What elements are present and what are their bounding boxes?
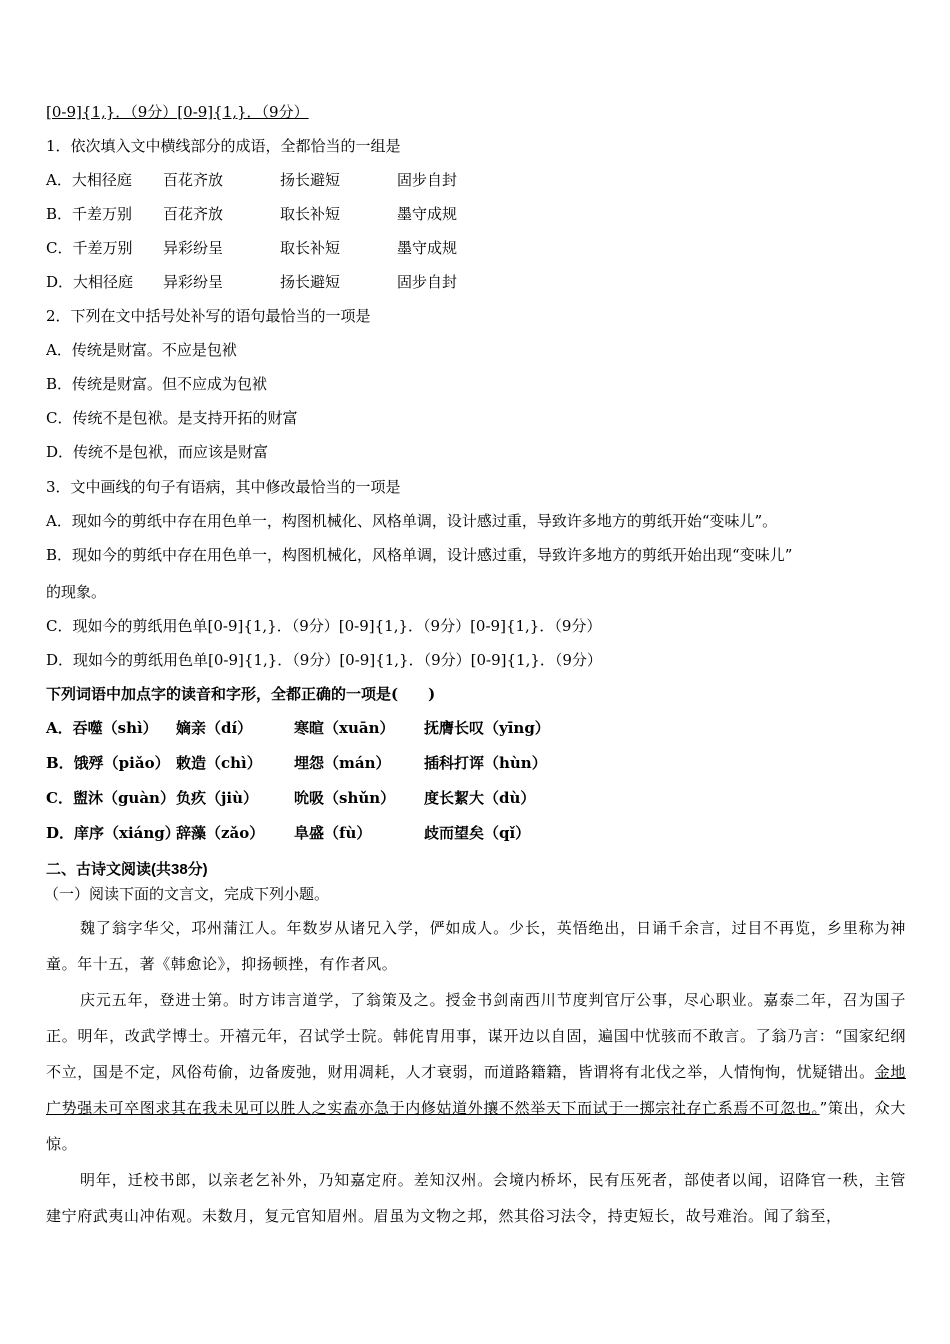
- underlined-sentence: 金地广势强未可卒图求其在我未见可以胜人之实盍亦急于内修姑道外攘不然举天下而试于一掷宗社存亡系焉不可忽也。: [46, 1063, 907, 1117]
- q4-option-c[interactable]: C．盥沐（guàn）负疚（jiù） 吮吸（shǔn） 度长絜大（dù）: [46, 789, 536, 807]
- passage-paragraph-1: 魏了翁字华父，邛州蒲江人。年数岁从诸兄入学，俨如成人。少长，英悟绝出，日诵千余言，过目不再览，乡里称为神童。年十五，著《韩愈论》，抑扬顿挫，有作者风。: [46, 919, 906, 973]
- q1-option-c[interactable]: C．千差万别 异彩纷呈 取长补短 墨守成规: [46, 239, 458, 257]
- q1-option-b[interactable]: B．千差万别 百花齐放 取长补短 墨守成规: [46, 205, 458, 223]
- q1-option-a[interactable]: A．大相径庭 百花齐放 扬长避短 固步自封: [46, 171, 458, 189]
- q3-option-b[interactable]: B．现如今的剪纸中存在用色单一，构图机械化，风格单调，设计感过重，导致许多地方的剪纸开始出现“变味儿”: [46, 546, 793, 564]
- q2-stem: 2．下列在文中括号处补写的语句最恰当的一项是: [46, 307, 371, 325]
- passage-paragraph-2: 庆元五年，登进士第。时方讳言道学，了翁策及之。授金书剑南西川节度判官厅公事，尽心职业。嘉泰二年，召为国子正。明年，改武学博士。开禧元年，召试学士院。韩侂胄用事，谋开边以自固，遍国中忧骇而不敢言。了翁乃言：“国家纪纲不立，国是不定，风俗苟偷，边备废弛，财用凋耗，人才衰弱，而道路籍籍，皆谓将有北伐之举，人情恂恂，忧疑错出。金地广势强未可卒图求其在我未见可以胜人之实盍亦急于内修姑道外攘不然举天下而试于一掷宗社存亡系焉不可忽也。”策出，众大惊。: [46, 991, 907, 1153]
- q3-option-d[interactable]: D．现如今的剪纸用色单[0-9]{1,}．（9分）[0-9]{1,}．（9分）[0-9]{1,}．（9分）: [46, 651, 602, 669]
- header-pattern: [0-9]{1,}．（9分）[0-9]{1,}．（9分）: [46, 103, 309, 121]
- q4-option-d[interactable]: D．庠序（xiáng）辞藻（zǎo） 阜盛（fù） 歧而望矣（qǐ）: [46, 824, 531, 842]
- q1-option-d[interactable]: D．大相径庭 异彩纷呈 扬长避短 固步自封: [46, 273, 458, 291]
- section-2-title: 二、古诗文阅读(共38分): [46, 861, 208, 878]
- q3-option-c[interactable]: C．现如今的剪纸用色单[0-9]{1,}．（9分）[0-9]{1,}．（9分）[0-9]{1,}．（9分）: [46, 617, 602, 635]
- q3-option-a[interactable]: A．现如今的剪纸中存在用色单一，构图机械化、风格单调，设计感过重，导致许多地方的剪纸开始“变味儿”。: [46, 512, 778, 530]
- section-2-subtitle: （一）阅读下面的文言文，完成下列小题。: [44, 885, 330, 903]
- q1-stem: 1．依次填入文中横线部分的成语，全都恰当的一组是: [46, 137, 401, 155]
- q3-stem: 3．文中画线的句子有语病，其中修改最恰当的一项是: [46, 478, 401, 496]
- q2-option-a[interactable]: A．传统是财富。不应是包袱: [46, 341, 237, 359]
- q3-option-b-cont: 的现象。: [46, 583, 107, 601]
- q4-stem: 下列词语中加点字的读音和字形，全都正确的一项是( ): [46, 685, 436, 703]
- q2-option-d[interactable]: D．传统不是包袱，而应该是财富: [46, 443, 269, 461]
- q2-option-c[interactable]: C．传统不是包袱。是支持开拓的财富: [46, 409, 298, 427]
- q4-option-a[interactable]: A．吞噬（shì） 嫡亲（dí） 寒暄（xuān） 抚膺长叹（yīng）: [46, 719, 550, 737]
- q4-option-b[interactable]: B．饿殍（piǎo） 敕造（chì） 埋怨（mán） 插科打诨（hùn）: [46, 754, 547, 772]
- q2-option-b[interactable]: B．传统是财富。但不应成为包袱: [46, 375, 268, 393]
- passage-paragraph-3: 明年，迁校书郎，以亲老乞补外，乃知嘉定府。差知汉州。会境内桥坏，民有压死者，部使者以闻，诏降官一秩，主管建宁府武夷山冲佑观。未数月，复元官知眉州。眉虽为文物之邦，然其俗习法令，持吏短长，故号难治。闻了翁至，: [46, 1171, 906, 1225]
